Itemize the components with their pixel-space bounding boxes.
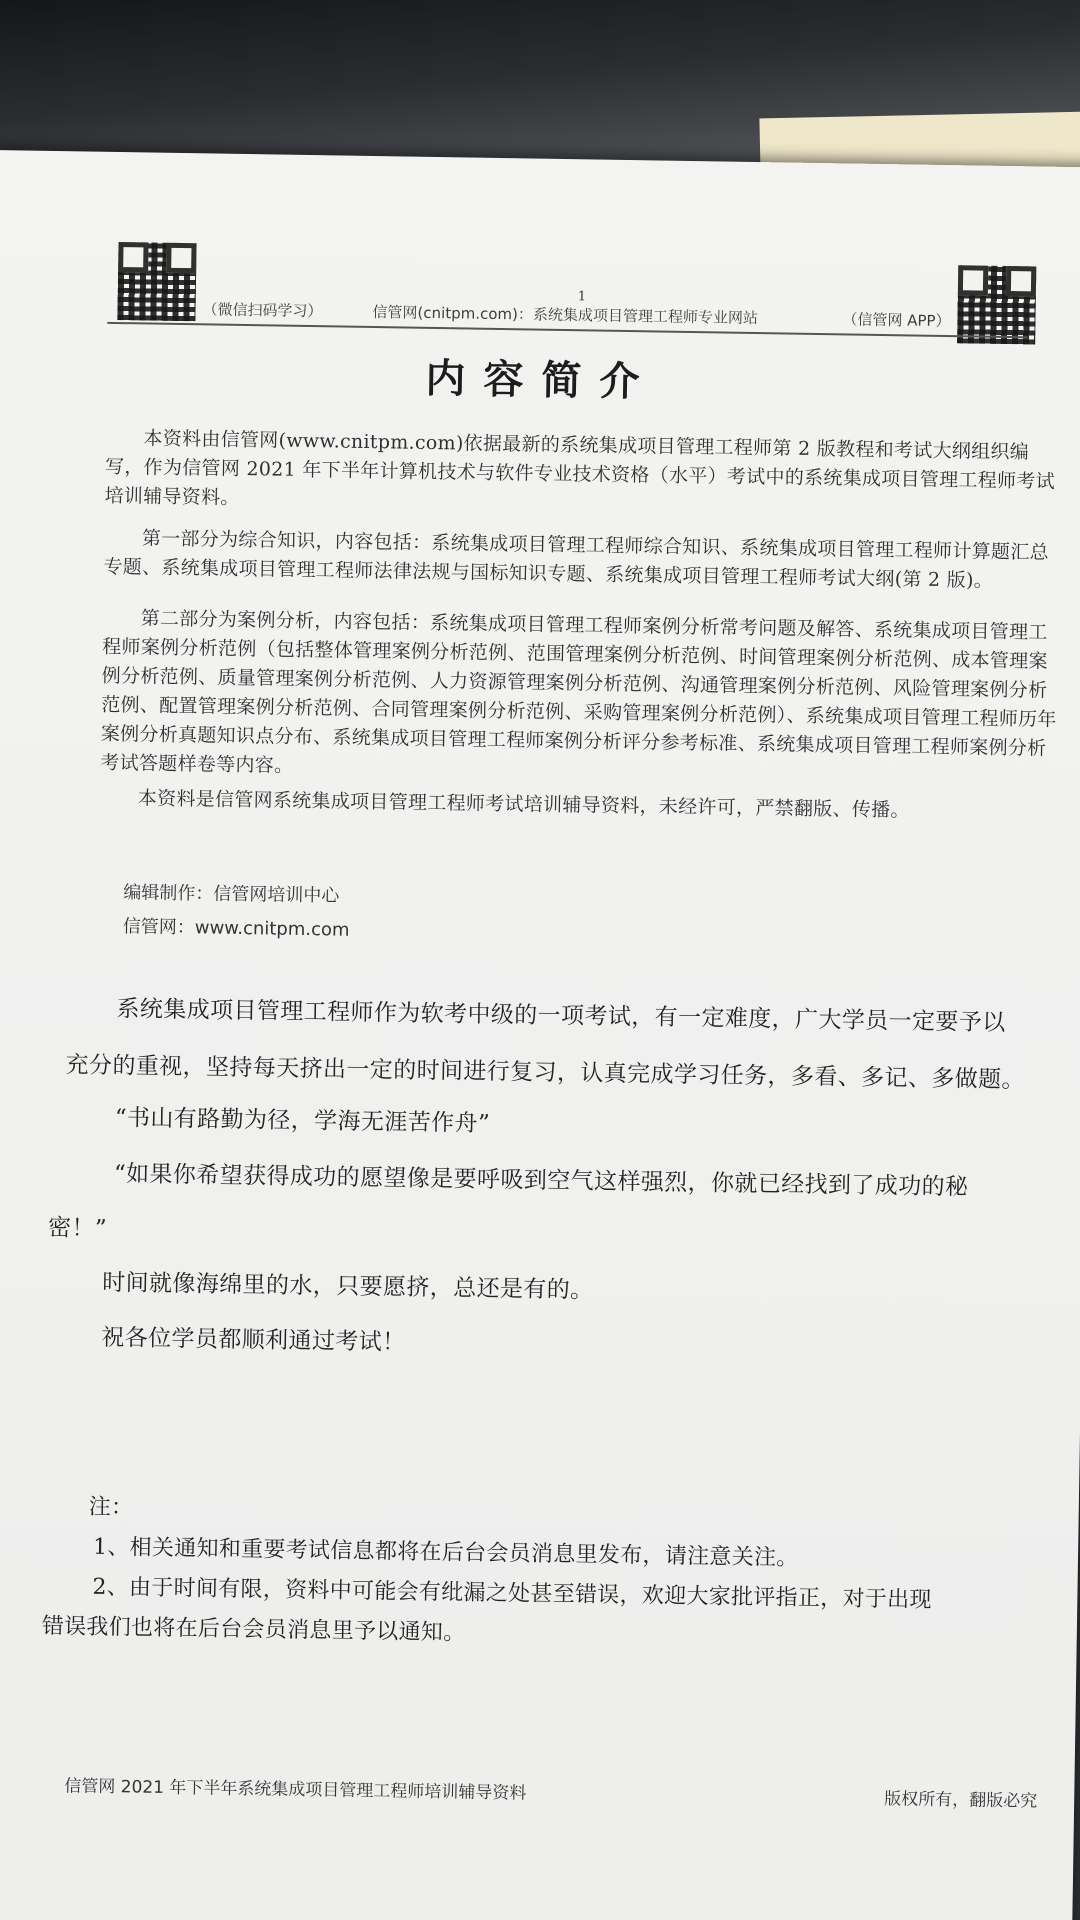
quote-2-part-a: “如果你希望获得成功的愿望像是要呼吸到空气这样强烈，你就已经找到了成功的秘 [113,1161,969,1201]
intro-paragraph-4: 本资料是信管网系统集成项目管理工程师考试培训辅导资料，未经许可，严禁翻版、传播。 [137,787,910,822]
intro-paragraph-2: 第一部分为综合知识，内容包括：系统集成项目管理工程师综合知识、系统集成项目管理工程师计算题汇总专题、系统集成项目管理工程师法律法规与国标知识专题、系统集成项目管理工程师考试大纲(第 2 版)。 [103,527,1050,592]
note-item-2-part-b: 错误我们也将在后台会员消息里予以通知。 [41,1613,466,1646]
encouragement-line-3: 时间就像海绵里的水，只要愿挤，总还是有的。 [102,1269,594,1304]
encouragement-line-1: 系统集成项目管理工程师作为软考中级的一项考试，有一定难度，广大学员一定要予以 [116,996,1006,1037]
page-number: 1 [577,289,587,305]
editor-credit: 编辑制作：信管网培训中心 [123,882,340,907]
notes-heading: 注： [88,1494,134,1521]
note-item-1: 1、相关通知和重要考试信息都将在后台会员消息里发布，请注意关注。 [92,1534,799,1571]
document-page [0,150,1080,1920]
encouragement-line-4: 祝各位学员都顺利通过考试！ [101,1324,406,1356]
page-title: 内容简介 [425,354,658,406]
page-content [0,150,1080,1920]
note-item-2-part-a: 2、由于时间有限，资料中可能会有纰漏之处甚至错误，欢迎大家批评指正，对于出现 [92,1574,932,1613]
quote-2-part-b: 密！” [47,1215,108,1242]
footer-left-text: 信管网 2021 年下半年系统集成项目管理工程师培训辅导资料 [64,1776,527,1804]
qr-right-caption: （信管网 APP） [842,310,951,331]
intro-paragraph-1: 本资料由信管网(www.cnitpm.com)依据最新的系统集成项目管理工程师第 2 版教程和考试大纲组织编写，作为信管网 2021 年下半年计算机技术与软件专业技术资格（水平）考试中的系统集成项目管理工程师考试培训辅导资料。 [104,427,1056,509]
site-credit: 信管网：www.cnitpm.com [122,916,350,941]
app-qr-code-icon [957,265,1036,344]
qr-left-caption: （微信扫码学习） [202,300,323,321]
intro-paragraph-3: 第二部分为案例分析，内容包括：系统集成项目管理工程师案例分析常考问题及解答、系统集成项目管理工程师案例分析范例（包括整体管理案例分析范例、范围管理案例分析范例、时间管理案例分析范例、成本管理案例分析范例、质量管理案例分析范例、人力资源管理案例分析范例、沟通管理案例分析范例、风险管理案例分析范例、配置管理案例分析范例、合同管理案例分析范例、采购管理案例分析范例）、系统集成项目管理工程师历年案例分析真题知识点分布、系统集成项目管理工程师案例分析评分参考标准、系统集成项目管理工程师案例分析考试答题样卷等内容。 [100,607,1057,777]
quote-1: “书山有路勤为径，学海无涯苦作舟” [114,1105,491,1137]
header-center-text: 信管网(cnitpm.com)：系统集成项目管理工程师专业网站 [372,303,759,328]
footer-right-text: 版权所有，翻版必究 [884,1789,1038,1812]
encouragement-line-2: 充分的重视，坚持每天挤出一定的时间进行复习，认真完成学习任务，多看、多记、多做题。 [65,1052,1026,1094]
wechat-qr-code-icon [117,242,196,321]
